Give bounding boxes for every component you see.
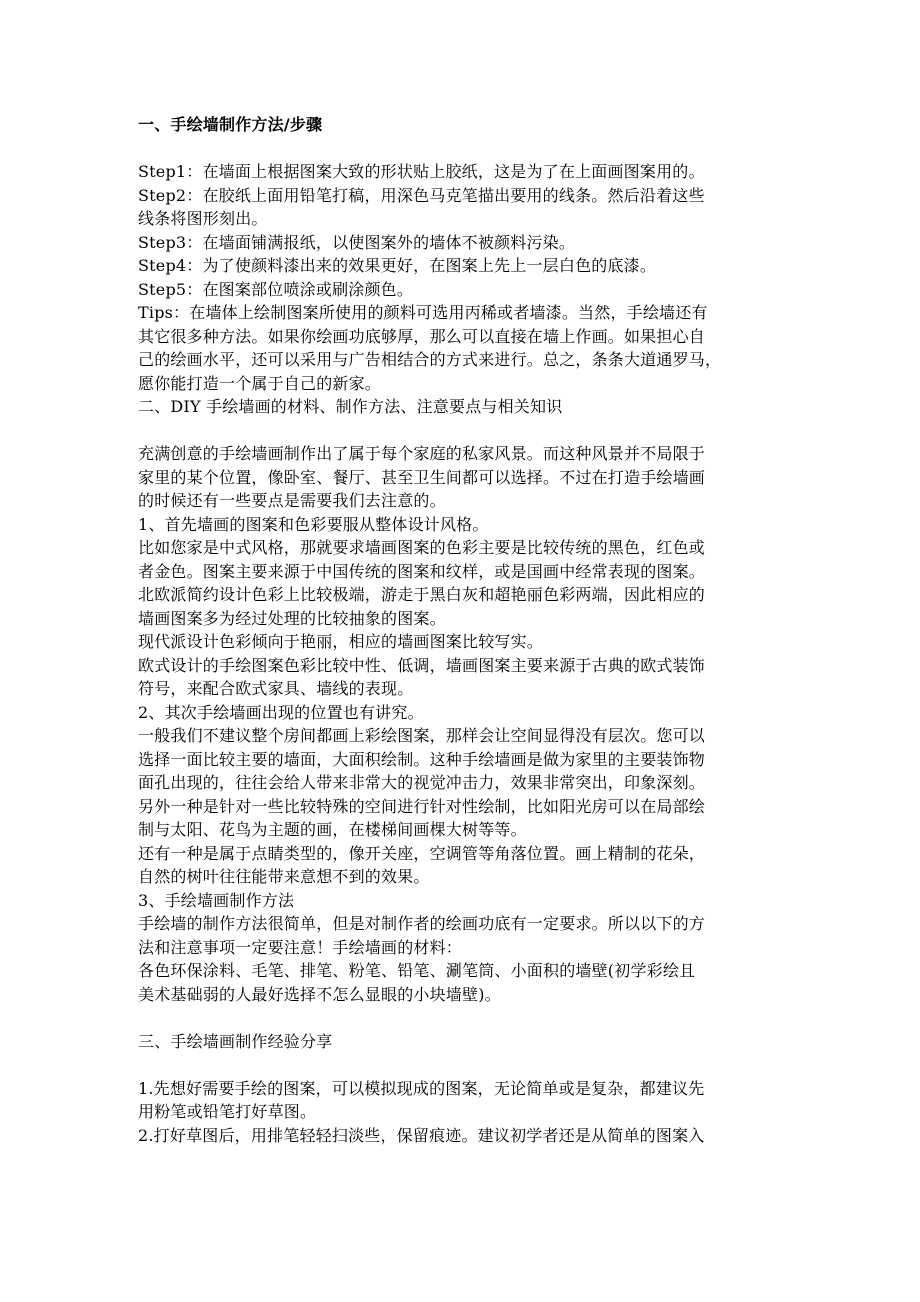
section2-line: 充满创意的手绘墙画制作出了属于每个家庭的私家风景。而这种风景并不局限于 xyxy=(138,444,706,463)
section2-line: 制与太阳、花鸟为主题的画，在楼梯间画棵大树等等。 xyxy=(138,820,527,839)
spacer xyxy=(138,137,784,161)
document-page xyxy=(138,113,784,1147)
section2-line: 北欧派简约设计色彩上比较极端，游走于黑白灰和超艳丽色彩两端，因此相应的 xyxy=(138,585,706,604)
section2-line: 一般我们不建议整个房间都画上彩绘图案，那样会让空间显得没有层次。您可以 xyxy=(138,726,706,745)
section1-line: Step4：为了使颜料漆出来的效果更好，在图案上先上一层白色的底漆。 xyxy=(138,256,657,275)
section3-line: 用粉笔或铅笔打好草图。 xyxy=(138,1102,317,1121)
section2-line: 现代派设计色彩倾向于艳丽，相应的墙画图案比较写实。 xyxy=(138,632,544,651)
section3-heading: 三、手绘墙画制作经验分享 xyxy=(138,1031,333,1051)
section2-line: 美术基础弱的人最好选择不怎么显眼的小块墙壁)。 xyxy=(138,984,501,1004)
section2-line: 自然的树叶往往能带来意想不到的效果。 xyxy=(138,867,430,886)
spacer xyxy=(138,1053,784,1077)
section2-line: 1、首先墙画的图案和色彩要服从整体设计风格。 xyxy=(138,514,489,534)
section2-line: 法和注意事项一定要注意！手绘墙画的材料： xyxy=(138,937,463,957)
section2-line: 面孔出现的，往往会给人带来非常大的视觉冲击力，效果非常突出，印象深刻。 xyxy=(138,773,706,792)
section2-line: 比如您家是中式风格，那就要求墙画图案的色彩主要是比较传统的黑色，红色或 xyxy=(138,538,706,557)
section1-line: 愿你能打造一个属于自己的新家。 xyxy=(138,373,382,393)
spacer xyxy=(138,419,784,443)
section1-line: Step1：在墙面上根据图案大致的形状贴上胶纸，这是为了在上面画图案用的。 xyxy=(138,162,705,181)
section2-line: 选择一面比较主要的墙面，大面积绘制。这种手绘墙画是做为家里的主要装饰物 xyxy=(138,749,706,769)
section1-line: Step2：在胶纸上面用铅笔打稿，用深色马克笔描出要用的线条。然后沿着这些 xyxy=(138,185,705,205)
section2-line: 2、其次手绘墙画出现的位置也有讲究。 xyxy=(138,702,424,722)
section1-line: Step3：在墙面铺满报纸，以使图案外的墙体不被颜料污染。 xyxy=(138,232,576,252)
section1-line: 己的绘画水平，还可以采用与广告相结合的方式来进行。总之，条条大道通罗马， xyxy=(138,350,722,369)
section2-line: 符号，来配合欧式家具、墙线的表现。 xyxy=(138,679,414,698)
section2-line: 手绘墙的制作方法很简单，但是对制作者的绘画功底有一定要求。所以以下的方 xyxy=(138,914,706,933)
section2-line: 者金色。图案主要来源于中国传统的图案和纹样，或是国画中经常表现的图案。 xyxy=(138,561,706,581)
section1-line: Tips：在墙体上绘制图案所使用的颜料可选用丙稀或者墙漆。当然，手绘墙还有 xyxy=(138,303,708,322)
spacer xyxy=(138,1006,784,1030)
section2-line: 欧式设计的手绘图案色彩比较中性、低调，墙画图案主要来源于古典的欧式装饰 xyxy=(138,655,706,675)
section2-heading: 二、DIY 手绘墙画的材料、制作方法、注意要点与相关知识 xyxy=(138,397,563,416)
section2-line: 的时候还有一些要点是需要我们去注意的。 xyxy=(138,491,446,510)
section1-heading: 一、手绘墙制作方法/步骤 xyxy=(138,115,323,134)
section1-line: 线条将图形刻出。 xyxy=(138,209,268,228)
section3-line: 1.先想好需要手绘的图案，可以模拟现成的图案，无论简单或是复杂，都建议先 xyxy=(138,1078,705,1098)
section2-line: 还有一种是属于点睛类型的，像开关座，空调管等角落位置。画上精制的花朵， xyxy=(138,843,706,863)
section2-line: 另外一种是针对一些比较特殊的空间进行针对性绘制，比如阳光房可以在局部绘 xyxy=(138,796,706,816)
section2-line: 3、手绘墙画制作方法 xyxy=(138,890,295,910)
section1-line: 其它很多种方法。如果你绘画功底够厚，那么可以直接在墙上作画。如果担心自 xyxy=(138,326,706,346)
section1-line: Step5：在图案部位喷涂或刷涂颜色。 xyxy=(138,279,414,299)
section2-line: 各色环保涂料、毛笔、排笔、粉笔、铅笔、涮笔筒、小面积的墙壁(初学彩绘且 xyxy=(138,961,696,980)
section2-line: 墙画图案多为经过处理的比较抽象的图案。 xyxy=(138,608,446,628)
section3-line: 2.打好草图后，用排笔轻轻扫淡些，保留痕迹。建议初学者还是从简单的图案入 xyxy=(138,1125,705,1145)
section2-line: 家里的某个位置，像卧室、餐厅、甚至卫生间都可以选择。不过在打造手绘墙画 xyxy=(138,467,706,487)
